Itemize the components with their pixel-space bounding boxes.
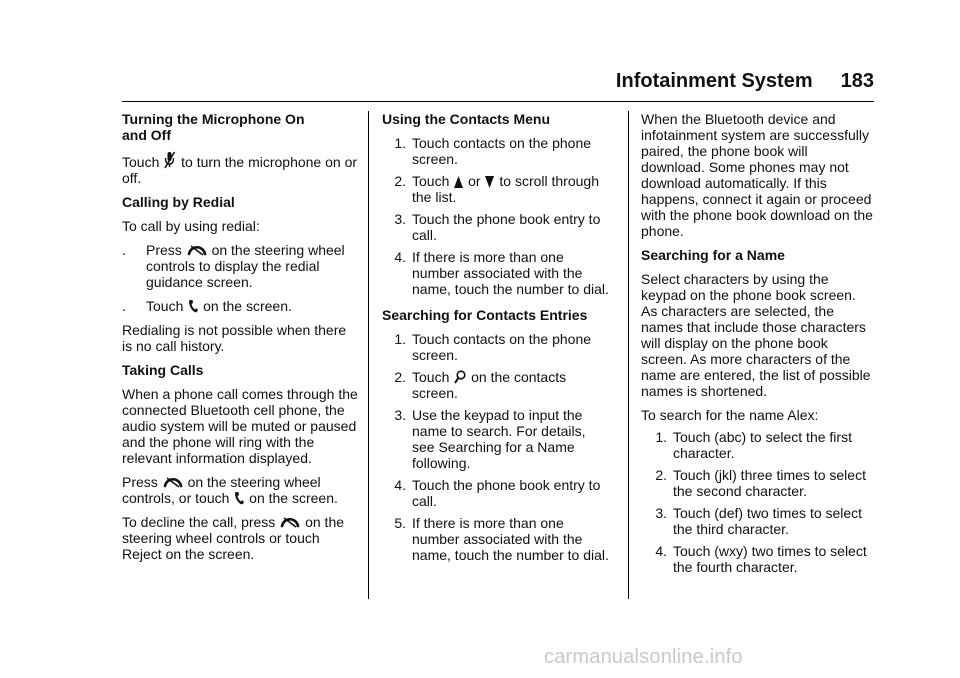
scroll-up-icon: [454, 176, 463, 188]
header-rule: [122, 101, 874, 102]
page-header: [596, 70, 874, 93]
column-left: [122, 111, 358, 570]
bluetooth-paragraph: When the Bluetooth device and infotainment system are successfully paired, the phone book will download. Some phones may not download automatically. If this happens, connect it again or proceed with the phone book download on the phone.: [641, 111, 873, 239]
heading-search-contacts: Searching for Contacts Entries: [382, 307, 588, 323]
redial-intro: To call by using redial:: [122, 218, 260, 234]
list-item: 3. Use the keypad to input the name to search. For details, see Searching for a Name following.: [394, 407, 586, 471]
list-item: 4. If there is more than one number associated with the name, touch the number to dial.: [394, 249, 609, 297]
section-title: Infotainment System: [615, 70, 813, 92]
scroll-down-icon: [485, 176, 494, 188]
list-item: 2. Touch on the contacts screen.: [394, 369, 567, 401]
column-middle: [382, 111, 610, 569]
list-item: 2. Touch or to scroll through the list.: [394, 173, 599, 205]
list-item: 4. Touch the phone book entry to call.: [394, 477, 601, 509]
list-item: 3. Touch the phone book entry to call.: [394, 211, 601, 243]
steering-wheel-phone-icon: [187, 243, 207, 257]
list-item: 5. If there is more than one number associated with the name, touch the number to dial.: [394, 515, 609, 563]
steering-wheel-phone-icon: [163, 475, 183, 489]
microphone-icon: [164, 151, 176, 169]
list-item: 3. Touch (def) two times to select the third character.: [655, 505, 863, 537]
list-item: 1. Touch contacts on the phone screen.: [394, 331, 592, 363]
page-number: 183: [840, 70, 874, 92]
phone-icon: [234, 491, 244, 505]
heading-contacts-menu: Using the Contacts Menu: [382, 111, 551, 127]
column-divider: [368, 111, 369, 599]
decline-text: To decline the call, press on the steering wheel controls or touch Reject on the screen.: [122, 514, 345, 562]
taking-calls-answer: Press on the steering wheel controls, or touch on the screen.: [122, 474, 338, 506]
heading-search-name: Searching for a Name: [641, 247, 785, 263]
steering-wheel-phone-icon: [280, 515, 300, 529]
list-item: . Touch on the screen.: [122, 298, 292, 314]
list-item: 4. Touch (wxy) two times to select the fourth character.: [655, 543, 867, 575]
microphone-text: Touch to turn the microphone on or off.: [122, 151, 358, 186]
list-item: . Press on the steering wheel controls to display the redial guidance screen.: [122, 242, 345, 290]
phone-icon: [188, 299, 198, 313]
list-item: 1. Touch (abc) to select the first character.: [655, 429, 852, 461]
heading-microphone: Turning the Microphone On and Off: [122, 111, 305, 143]
column-divider: [628, 111, 629, 599]
heading-taking-calls: Taking Calls: [122, 362, 204, 378]
list-item: 2. Touch (jkl) three times to select the second character.: [655, 467, 866, 499]
search-icon: [454, 370, 466, 384]
taking-calls-text: When a phone call comes through the connected Bluetooth cell phone, the audio system will be muted or paused and the phone will ring with the relevant information displayed.: [122, 386, 358, 466]
redial-note: Redialing is not possible when there is no call history.: [122, 322, 347, 354]
list-item: 1. Touch contacts on the phone screen.: [394, 135, 592, 167]
alex-intro: To search for the name Alex:: [641, 407, 819, 423]
heading-redial: Calling by Redial: [122, 194, 235, 210]
search-name-paragraph: Select characters by using the keypad on the phone book screen. As characters are selected, the names that include those characters will display on the phone book screen. As more characters of the name are entered, the list of possible names is shortened.: [641, 271, 871, 399]
column-right: [641, 111, 875, 581]
watermark: carmanualsonline.info: [544, 646, 743, 668]
